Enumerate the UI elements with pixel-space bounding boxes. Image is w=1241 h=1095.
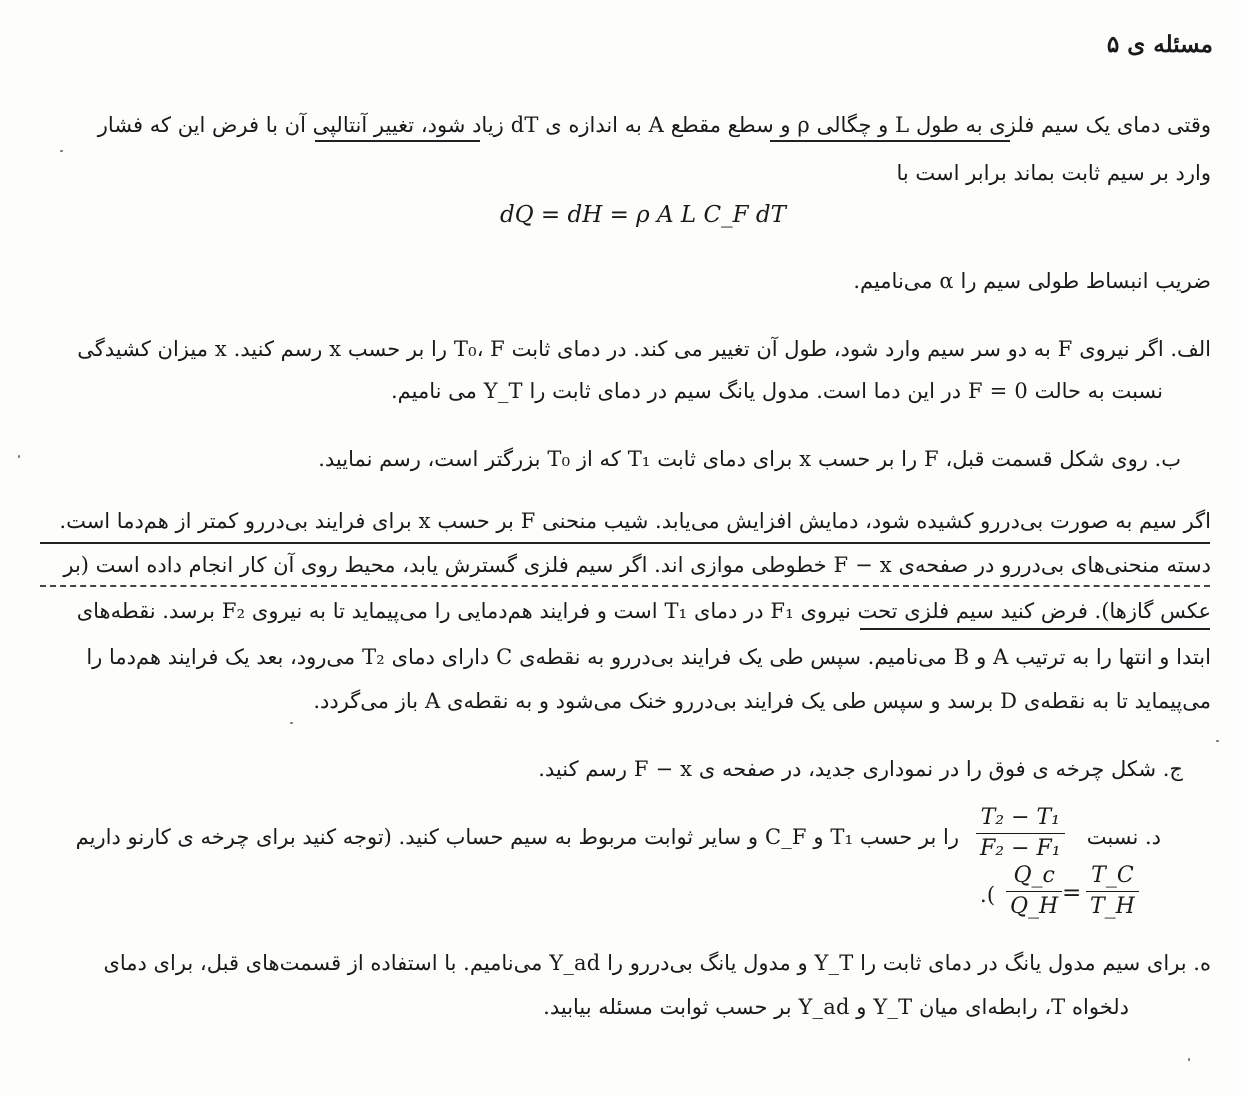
part-alef-line-2: نسبت به حالت F = 0 در این دما است. مدول یانگ سیم در دمای ثابت را Y_T می نامیم.	[390, 379, 1163, 403]
part-he-line-1: ه. برای سیم مدول یانگ در دمای ثابت را Y_T و مدول یانگ بی‌دررو را Y_ad می‌نامیم. با استفاده از قسمت‌های قبل، برای دمای	[103, 951, 1211, 975]
carnot-right-numerator: T_C	[1091, 863, 1134, 888]
intro-line-1: وقتی دمای یک سیم فلزی به طول L و چگالی ρ و سطع مقطع A به اندازه ی dT زیاد شود، تغییر آنتالپی آن با فرض این که فشار	[97, 113, 1211, 137]
underline-paragraph-3	[860, 628, 1210, 630]
carnot-closing: .(	[980, 883, 996, 907]
part-dal-line-1: را بر حسب T₁ و C_F و سایر ثوابت مربوط به سیم حساب کنید. (توجه کنید برای چرخه ی کارنو داریم	[75, 825, 959, 849]
scan-speck	[18, 455, 20, 458]
carnot-right-fraction	[1086, 862, 1139, 921]
part-be-line-1: ب. روی شکل قسمت قبل، F را بر حسب x برای دمای ثابت T₁ که از T₀ بزرگتر است، رسم نمایید.	[318, 447, 1181, 471]
intro-line-3: ضریب انبساط طولی سیم را α می‌نامیم.	[853, 269, 1211, 293]
ratio-denominator: F₂ − F₁	[980, 836, 1061, 861]
intro-line-2: وارد بر سیم ثابت بماند برابر است با	[896, 161, 1211, 185]
scan-speck	[60, 150, 63, 152]
paragraph-line-5: می‌پیماید تا به نقطه‌ی D برسد و سپس طی یک فرایند بی‌دررو خنک می‌شود و به نقطه‌ی A باز می‌گردد.	[313, 689, 1211, 713]
part-alef-line-1: الف. اگر نیروی F به دو سر سیم وارد شود، طول آن تغییر می کند. در دمای ثابت T₀، F را بر حسب x رسم کنید. x میزان کشیدگی	[77, 337, 1211, 361]
scan-speck	[1188, 1058, 1190, 1061]
carnot-right-denominator: T_H	[1090, 894, 1135, 919]
carnot-left-numerator: Q_c	[1013, 863, 1055, 888]
part-jim-line-1: ج. شکل چرخه ی فوق را در نموداری جدید، در صفحه ی F − x رسم کنید.	[538, 757, 1183, 781]
underline-paragraph-2	[40, 585, 1210, 587]
ratio-numerator: T₂ − T₁	[980, 805, 1060, 830]
underline-intro-2	[315, 140, 480, 142]
ratio-fraction-bar	[976, 833, 1065, 834]
paragraph-line-4: ابتدا و انتها را به ترتیب A و B می‌نامیم. سپس طی یک فرایند بی‌دررو به نقطه‌ی C دارای دمای T₂ می‌رود، بعد یک فرایند هم‌دما را	[86, 645, 1211, 669]
ratio-fraction	[976, 804, 1065, 863]
carnot-right-bar	[1086, 891, 1139, 892]
paragraph-line-1: اگر سیم به صورت بی‌دررو کشیده شود، دمایش افزایش می‌یابد. شیب منحنی F بر حسب x برای فرایند بی‌دررو کمتر از هم‌دما است.	[59, 509, 1211, 533]
underline-paragraph-1	[40, 542, 1210, 544]
carnot-left-bar	[1006, 891, 1062, 892]
part-he-line-2: دلخواه T، رابطه‌ای میان Y_T و Y_ad بر حسب ثوابت مسئله بیابید.	[543, 995, 1129, 1019]
carnot-left-denominator: Q_H	[1010, 894, 1059, 919]
paragraph-line-3: عکس گازها). فرض کنید سیم فلزی تحت نیروی F₁ در دمای T₁ است و فرایند هم‌دمایی را می‌پیماید تا به نیروی F₂ برسد. نقطه‌های	[76, 599, 1211, 623]
scan-speck	[290, 722, 293, 724]
scan-speck	[1216, 740, 1219, 742]
carnot-equals: =	[1062, 880, 1082, 906]
paragraph-line-2: دسته منحنی‌های بی‌دررو در صفحه‌ی F − x خطوطی موازی اند. اگر سیم فلزی گسترش یابد، محیط روی آن کار انجام داده است (بر	[63, 553, 1211, 577]
carnot-left-fraction	[1006, 862, 1062, 921]
underline-intro-1	[770, 140, 1010, 142]
enthalpy-equation: dQ = dH = ρ A L C_F dT	[500, 202, 786, 228]
problem-title: مسئله ی ۵	[1106, 31, 1213, 58]
part-dal-prefix: د. نسبت	[1086, 825, 1161, 849]
